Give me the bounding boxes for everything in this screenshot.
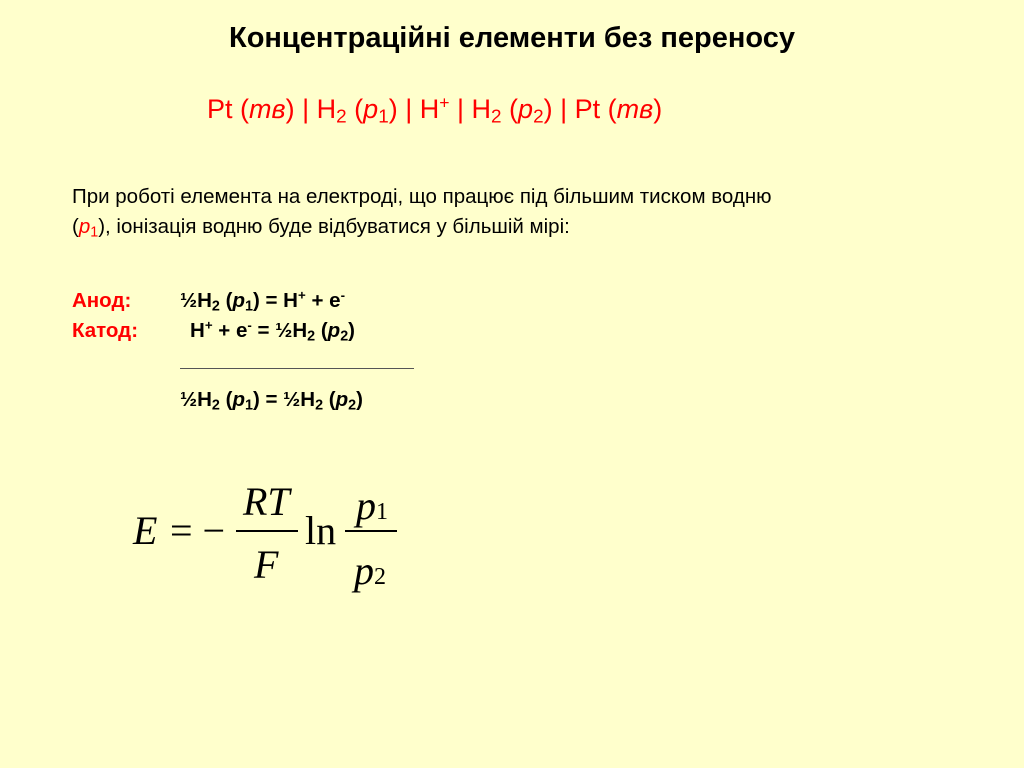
formula-p2: p2 [354,548,386,593]
fraction-bar-rt [236,530,298,532]
anode-reaction: $\frac{1}{2}H_2$ $(p_1) = H^+ + e^-$ [180,287,345,315]
cathode-label: Катод: [72,319,139,342]
formula-f: F [254,542,279,587]
anode-label: Анод: [72,289,132,312]
slide-title: Концентраційні елементи без переносу [229,22,795,54]
cell-scheme: Pt (тв) | $H_2$ $(p_1)$ | H+ | $H_2$ $(p_2)$ | Pt (тв) [207,92,663,128]
summation-line [180,368,414,369]
formula-equals-minus: = − [170,508,226,553]
overall-reaction: $\frac{1}{2}H_2$ $(p_1)$ = $\frac{1}{2}H_2$ $(p_2)$ [180,388,363,414]
explanation-paragraph: При роботі елемента на електроді, що працює під більшим тиском водню $(p_1)$, іонізація водню буде відбуватися у більшій мірі: [72,185,772,241]
fraction-bar-p [345,530,397,532]
formula-e: E [133,508,158,553]
formula-rt: RT [243,479,290,524]
formula-p1: p1 [356,483,388,528]
formula-ln: ln [305,508,337,553]
cathode-reaction: $H^+ + e^- = \frac{1}{2}H_2$ $(p_2)$ [190,317,355,345]
